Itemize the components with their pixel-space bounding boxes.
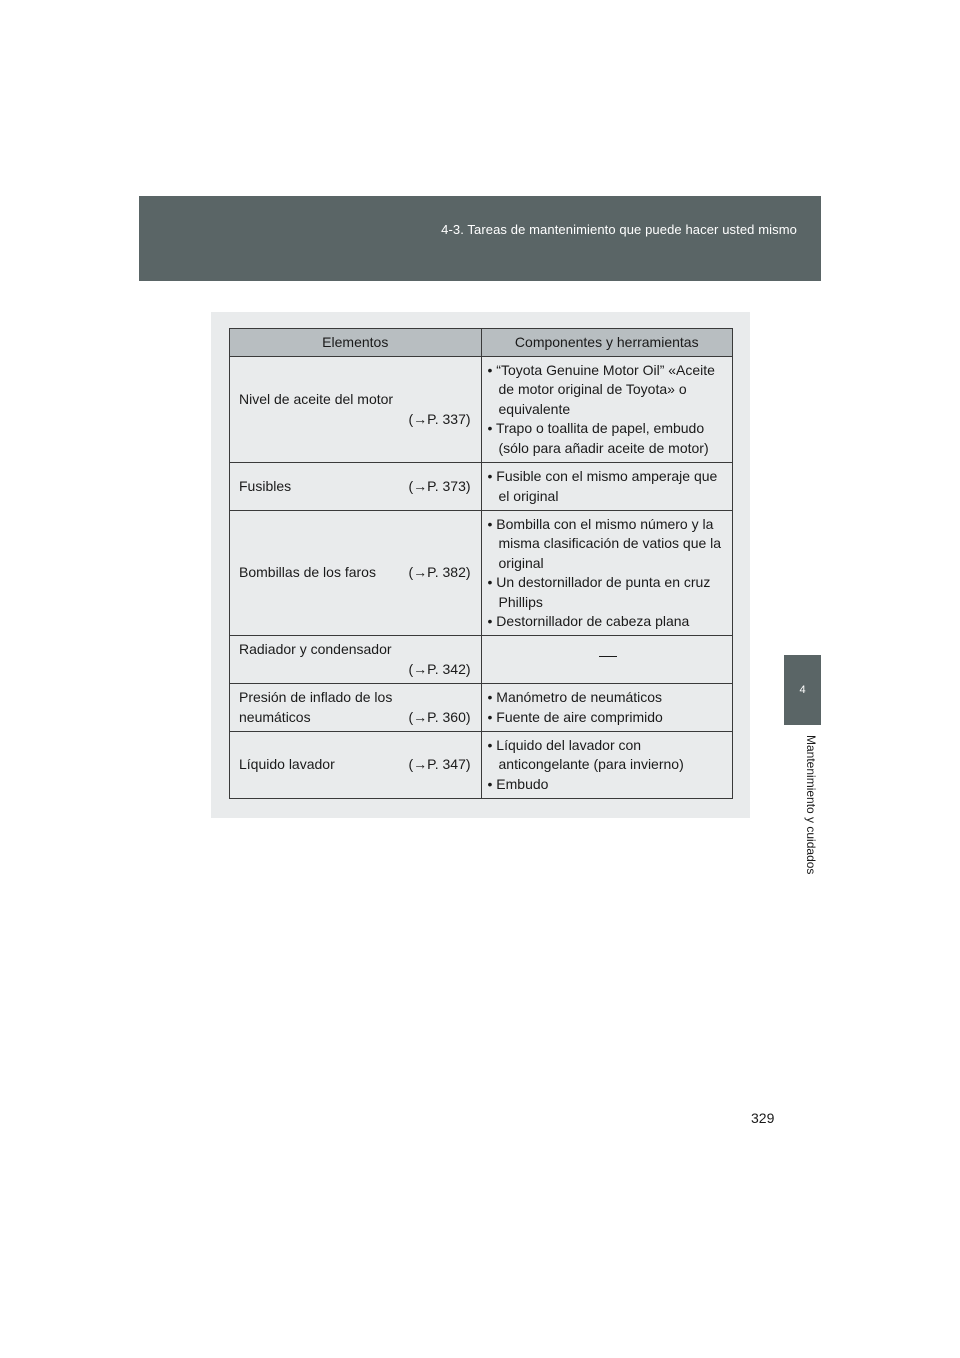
table-row — [230, 684, 733, 732]
component-item: • Fuente de aire comprimido — [487, 708, 663, 725]
page-number: 329 — [751, 1110, 775, 1126]
element-cell — [230, 684, 482, 732]
element-cell — [230, 636, 482, 684]
table-row — [230, 636, 733, 684]
element-cell — [230, 511, 482, 636]
empty-dash — [599, 656, 617, 657]
element-cell — [230, 357, 482, 463]
element-cell — [230, 732, 482, 799]
component-item: • Destornillador de cabeza plana — [487, 613, 690, 629]
element-name: Radiador y condensador — [239, 641, 392, 657]
chapter-title: Mantenimiento y cuidados — [804, 735, 818, 875]
page-reference: (→P. 342) — [408, 660, 471, 677]
components-cell — [481, 511, 732, 636]
page-reference: (→P. 382) — [408, 564, 471, 581]
component-item: • Trapo o toallita de papel, embudo (sólo para añadir aceite de motor) — [487, 420, 709, 456]
page-reference: (→P. 337) — [408, 410, 471, 427]
column-header-elements: Elementos — [230, 329, 482, 357]
element-name: Líquido lavador — [239, 756, 335, 773]
page-reference: (→P. 373) — [408, 477, 471, 494]
element-name: Fusibles — [239, 477, 292, 494]
component-item: • “Toyota Genuine Motor Oil” «Aceite de motor original de Toyota» o equivalente — [487, 361, 715, 417]
components-cell — [481, 463, 732, 511]
element-name: Nivel de aceite del motor — [239, 391, 394, 407]
section-title: 4-3. Tareas de mantenimiento que puede hacer usted mismo — [441, 222, 797, 237]
chapter-side-label — [802, 735, 820, 905]
components-cell — [481, 636, 732, 684]
components-cell — [481, 732, 732, 799]
maintenance-table — [229, 328, 733, 799]
chapter-number: 4 — [799, 684, 806, 696]
element-cell — [230, 463, 482, 511]
header-band — [139, 196, 821, 281]
column-header-components: Componentes y herramientas — [481, 329, 732, 357]
table-row — [230, 357, 733, 463]
table-row — [230, 732, 733, 799]
component-item: • Un destornillador de punta en cruz Phillips — [487, 574, 711, 610]
element-name: Bombillas de los faros — [239, 564, 376, 581]
component-item: • Embudo — [487, 775, 549, 792]
table-row — [230, 463, 733, 511]
components-cell — [481, 357, 732, 463]
component-item: • Líquido del lavador con anticongelante (para invierno) — [487, 736, 684, 773]
component-item: • Bombilla con el mismo número y la misma clasificación de vatios que la original — [487, 515, 722, 571]
component-item: • Manómetro de neumáticos — [487, 689, 663, 705]
component-item: • Fusible con el mismo amperaje que el original — [487, 468, 718, 504]
components-cell — [481, 684, 732, 732]
table-row — [230, 511, 733, 636]
element-name-line2: neumáticos — [239, 708, 311, 725]
element-name-line1: Presión de inflado de los — [239, 689, 393, 705]
page-reference: (→P. 360) — [408, 708, 471, 725]
table-header-row — [230, 329, 733, 357]
chapter-tab — [784, 655, 821, 725]
page-reference: (→P. 347) — [408, 756, 471, 773]
